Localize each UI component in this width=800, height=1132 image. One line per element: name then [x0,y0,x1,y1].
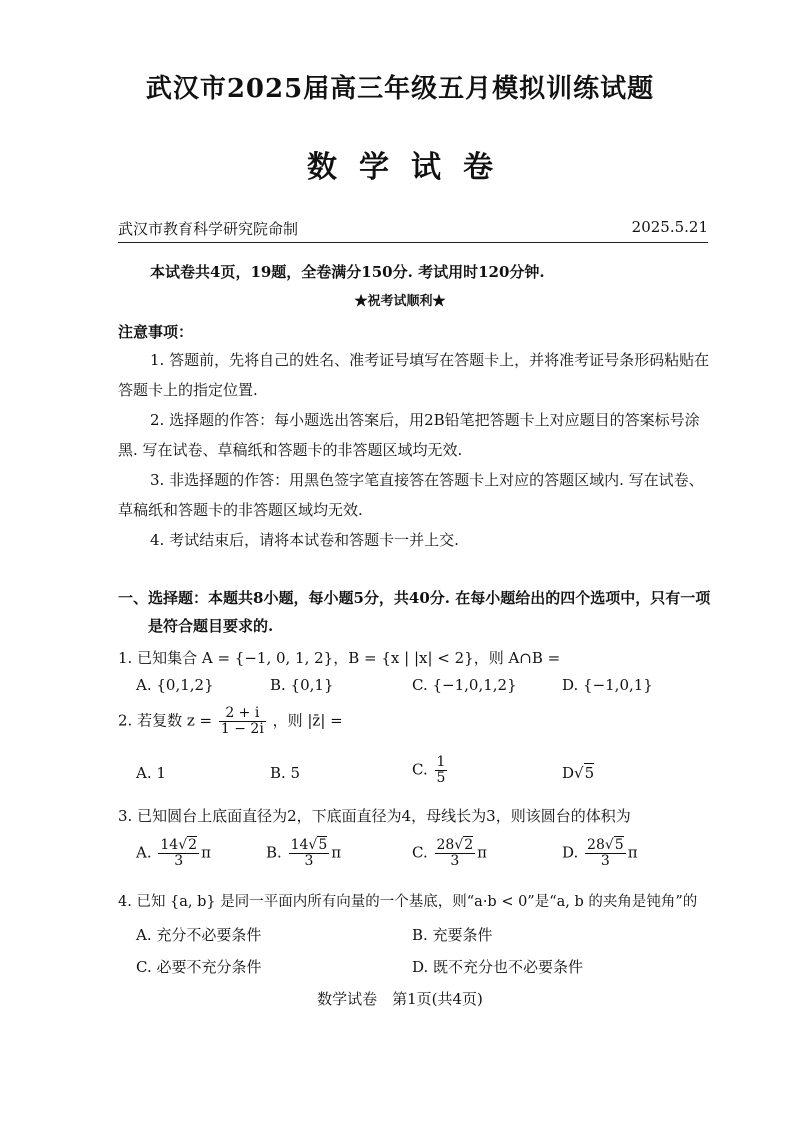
subject-title: 数学试卷 [307,150,515,185]
q2-d-radicand: 5 [584,764,595,782]
q3-option-c [412,838,487,869]
q3-c-fraction [435,838,476,869]
sqrt-icon: √ [178,837,188,853]
q3-a-label: A. [136,843,152,862]
exam-date: 2025.5.21 [631,218,708,236]
q4-option-a: A. 充分不必要条件 [136,926,262,944]
q2-option-c-fraction [435,755,448,786]
q3-a-radicand: 2 [188,837,198,853]
note-2-line-2: 黑. 写在试卷、草稿纸和答题卡的非答题区域均无效. [118,441,463,459]
good-luck-banner: ★祝考试顺利★ [354,294,446,309]
q3-c-label: C. [412,843,428,862]
exam-title: 武汉市2025届高三年级五月模拟训练试题 [145,74,655,104]
q2-c-denominator: 5 [436,770,446,786]
q3-b-denominator: 3 [304,853,314,869]
q3-c-radicand: 2 [464,837,474,853]
q3-c-denominator: 3 [450,853,460,869]
q3-a-denominator: 3 [174,853,184,869]
q3-a-fraction [158,838,199,869]
question-3-stem: 3. 已知圆台上底面直径为2，下底面直径为4，母线长为3，则该圆台的体积为 [118,807,631,825]
note-4: 4. 考试结束后，请将本试卷和答题卡一并上交. [150,531,459,549]
q2-numerator: 2 + i [219,706,266,722]
notes-heading: 注意事项： [118,323,194,341]
q3-c-pi: π [477,843,488,862]
q1-option-b: B. {0,1} [270,676,334,694]
q1-option-a: A. {0,1,2} [136,676,214,694]
q3-b-coef: 14 [290,837,309,853]
q2-c-numerator: 1 [436,754,446,770]
q3-d-numerator [585,838,626,854]
q3-d-coef: 28 [587,837,605,853]
note-1-line-1: 1. 答题前，先将自己的姓名、准考证号填写在答题卡上，并将准考证号条形码粘贴在 [150,351,710,369]
q2-suffix: ，则 |z̄| = [272,711,343,730]
note-1-line-2: 答题卡上的指定位置. [118,381,258,399]
q3-d-fraction [585,838,626,869]
q3-d-label: D. [562,843,579,862]
q3-option-b [266,838,341,869]
sqrt-icon: √ [604,837,614,853]
question-1-stem: 1. 已知集合 A = {−1, 0, 1, 2}，B = {x | |x| < 2}，则 A∩B = [118,649,561,667]
header-divider [118,242,708,243]
sqrt-icon: √ [574,764,584,782]
q2-option-b: B. 5 [270,764,301,782]
note-3-line-1: 3. 非选择题的作答：用黑色签字笔直接答在答题卡上对应的答题区域内. 写在试卷、 [150,471,704,489]
q2-option-a: A. 1 [136,764,166,782]
q3-d-denominator: 3 [600,853,610,869]
q2-prefix: 2. 若复数 z = [118,711,213,730]
section-1-heading-cont: 是符合题目要求的. [148,617,274,635]
q2-denominator: 1 − 2i [220,721,264,737]
q4-option-b: B. 充要条件 [412,926,493,944]
q3-a-numerator [158,838,199,854]
q3-a-pi: π [201,843,211,862]
q3-option-a [136,838,211,869]
section-1-heading: 一、选择题：本题共8小题，每小题5分，共40分. 在每小题给出的四个选项中，只有一项 [118,589,711,607]
q2-option-c-label: C. [412,760,428,779]
q3-b-pi: π [331,843,342,862]
q4-option-c: C. 必要不充分条件 [136,958,262,976]
q3-d-pi: π [627,843,638,862]
q1-option-c: C. {−1,0,1,2} [412,676,517,694]
publisher: 武汉市教育科学研究院命制 [118,220,299,238]
q3-b-radicand: 5 [318,837,328,853]
q3-option-d [562,838,638,869]
exam-summary: 本试卷共4页，19题，全卷满分150分. 考试用时120分钟. [150,263,545,281]
q2-option-d-label: D [562,764,575,782]
note-2-line-1: 2. 选择题的作答：每小题选出答案后，用2B铅笔把答题卡上对应题目的答案标号涂 [150,411,700,429]
q3-b-fraction [289,838,330,869]
q3-b-label: B. [266,843,282,862]
q2-option-c [412,755,449,786]
q2-option-d [562,764,594,782]
q4-option-d: D. 既不充分也不必要条件 [412,958,584,976]
q3-c-coef: 28 [436,837,455,853]
q3-c-numerator [435,838,476,854]
page-footer: 数学试卷 第1页(共4页) [317,990,483,1008]
q1-option-d: D. {−1,0,1} [562,676,653,694]
question-2-stem [118,706,343,737]
q3-a-coef: 14 [160,837,179,853]
sqrt-icon: √ [454,837,464,853]
sqrt-icon: √ [308,837,318,853]
note-3-line-2: 草稿纸和答题卡的非答题区域均无效. [118,501,363,519]
q3-b-numerator [289,838,330,854]
question-4-stem: 4. 已知 {a, b} 是同一平面内所有向量的一个基底，则“a·b < 0”是“a, b 的夹角是钝角”的 [118,894,698,910]
q3-d-radicand: 5 [614,837,624,853]
q2-fraction [219,706,266,737]
